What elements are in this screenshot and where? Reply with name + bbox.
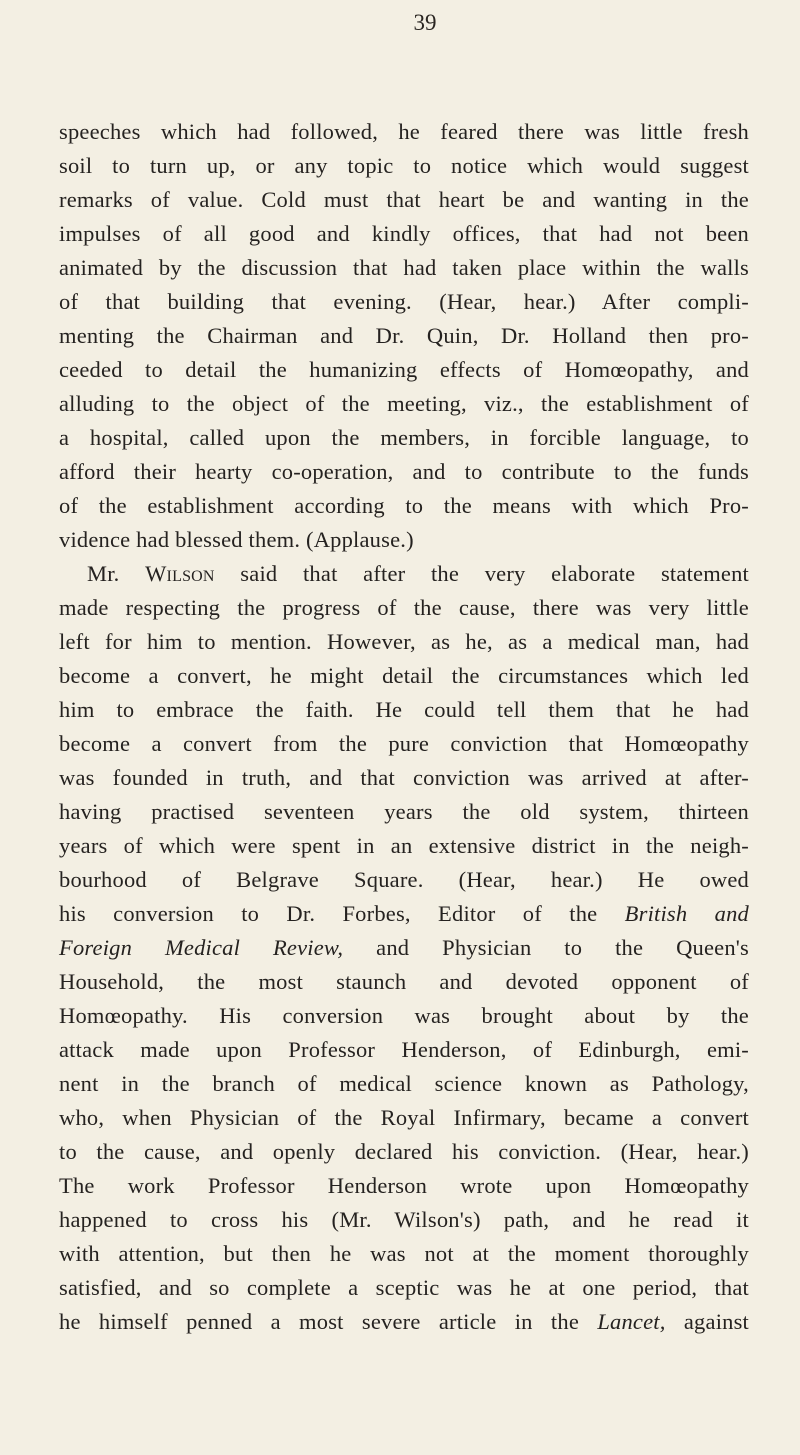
text-line: afford their hearty co-operation, and to contribute to the funds	[59, 459, 749, 484]
text-line: become a convert, he might detail the circumstances which led	[59, 663, 749, 688]
text-line: to the cause, and openly declared his conviction. (Hear, hear.)	[59, 1139, 749, 1164]
text-line: happened to cross his (Mr. Wilson's) path, and he read it	[59, 1207, 749, 1232]
text-line: of the establishment according to the means with which Pro-	[59, 493, 749, 518]
text-segment: his conversion to Dr. Forbes, Editor of the	[59, 901, 625, 926]
text-line	[87, 557, 749, 591]
italic-title: British and	[624, 901, 749, 926]
text-line: impulses of all good and kindly offices, that had not been	[59, 221, 749, 246]
text-line: Homœopathy. His conversion was brought about by the	[59, 1003, 749, 1028]
text-line: speeches which had followed, he feared there was little fresh	[59, 119, 749, 144]
text-line: bourhood of Belgrave Square. (Hear, hear.) He owed	[59, 867, 749, 892]
text-segment: said that after the very elaborate statement	[214, 561, 750, 586]
text-line: a hospital, called upon the members, in forcible language, to	[59, 425, 749, 450]
text-line: having practised seventeen years the old system, thirteen	[59, 799, 749, 824]
text-line: remarks of value. Cold must that heart be and wanting in the	[59, 187, 749, 212]
text-line: ceeded to detail the humanizing effects of Homœopathy, and	[59, 357, 749, 382]
text-line: nent in the branch of medical science known as Pathology,	[59, 1071, 749, 1096]
text-line: who, when Physician of the Royal Infirmary, became a convert	[59, 1105, 749, 1130]
text-segment: he himself penned a most severe article in the	[59, 1309, 598, 1334]
text-line: soil to turn up, or any topic to notice which would suggest	[59, 153, 749, 178]
text-segment: and Physician to the Queen's	[343, 935, 749, 960]
speaker-name: Wilson	[145, 561, 215, 586]
text-line: satisfied, and so complete a sceptic was he at one period, that	[59, 1275, 749, 1300]
text-line: Household, the most staunch and devoted opponent of	[59, 969, 749, 994]
text-line: The work Professor Henderson wrote upon Homœopathy	[59, 1173, 749, 1198]
text-line	[59, 897, 749, 931]
text-line: years of which were spent in an extensive district in the neigh-	[59, 833, 749, 858]
page-number: 39	[413, 10, 437, 35]
text-line: him to embrace the faith. He could tell them that he had	[59, 697, 749, 722]
text-line	[59, 931, 749, 965]
text-line: made respecting the progress of the cause, there was very little	[59, 595, 749, 620]
text-line: vidence had blessed them. (Applause.)	[59, 527, 414, 552]
text-line: of that building that evening. (Hear, hear.) After compli-	[59, 289, 749, 314]
text-segment: Mr.	[87, 561, 146, 586]
text-line: alluding to the object of the meeting, viz., the establishment of	[59, 391, 749, 416]
text-line: was founded in truth, and that conviction was arrived at after-	[59, 765, 749, 790]
text-line: left for him to mention. However, as he, as a medical man, had	[59, 629, 749, 654]
italic-title: Lancet,	[597, 1309, 666, 1334]
text-line: with attention, but then he was not at the moment thoroughly	[59, 1241, 749, 1266]
text-line: attack made upon Professor Henderson, of Edinburgh, emi-	[59, 1037, 749, 1062]
italic-title: Foreign Medical Review,	[59, 935, 344, 960]
text-segment: against	[665, 1309, 749, 1334]
text-line	[59, 1305, 749, 1339]
text-line: animated by the discussion that had taken place within the walls	[59, 255, 749, 280]
text-line: menting the Chairman and Dr. Quin, Dr. Holland then pro-	[59, 323, 749, 348]
text-line: become a convert from the pure conviction that Homœopathy	[59, 731, 749, 756]
